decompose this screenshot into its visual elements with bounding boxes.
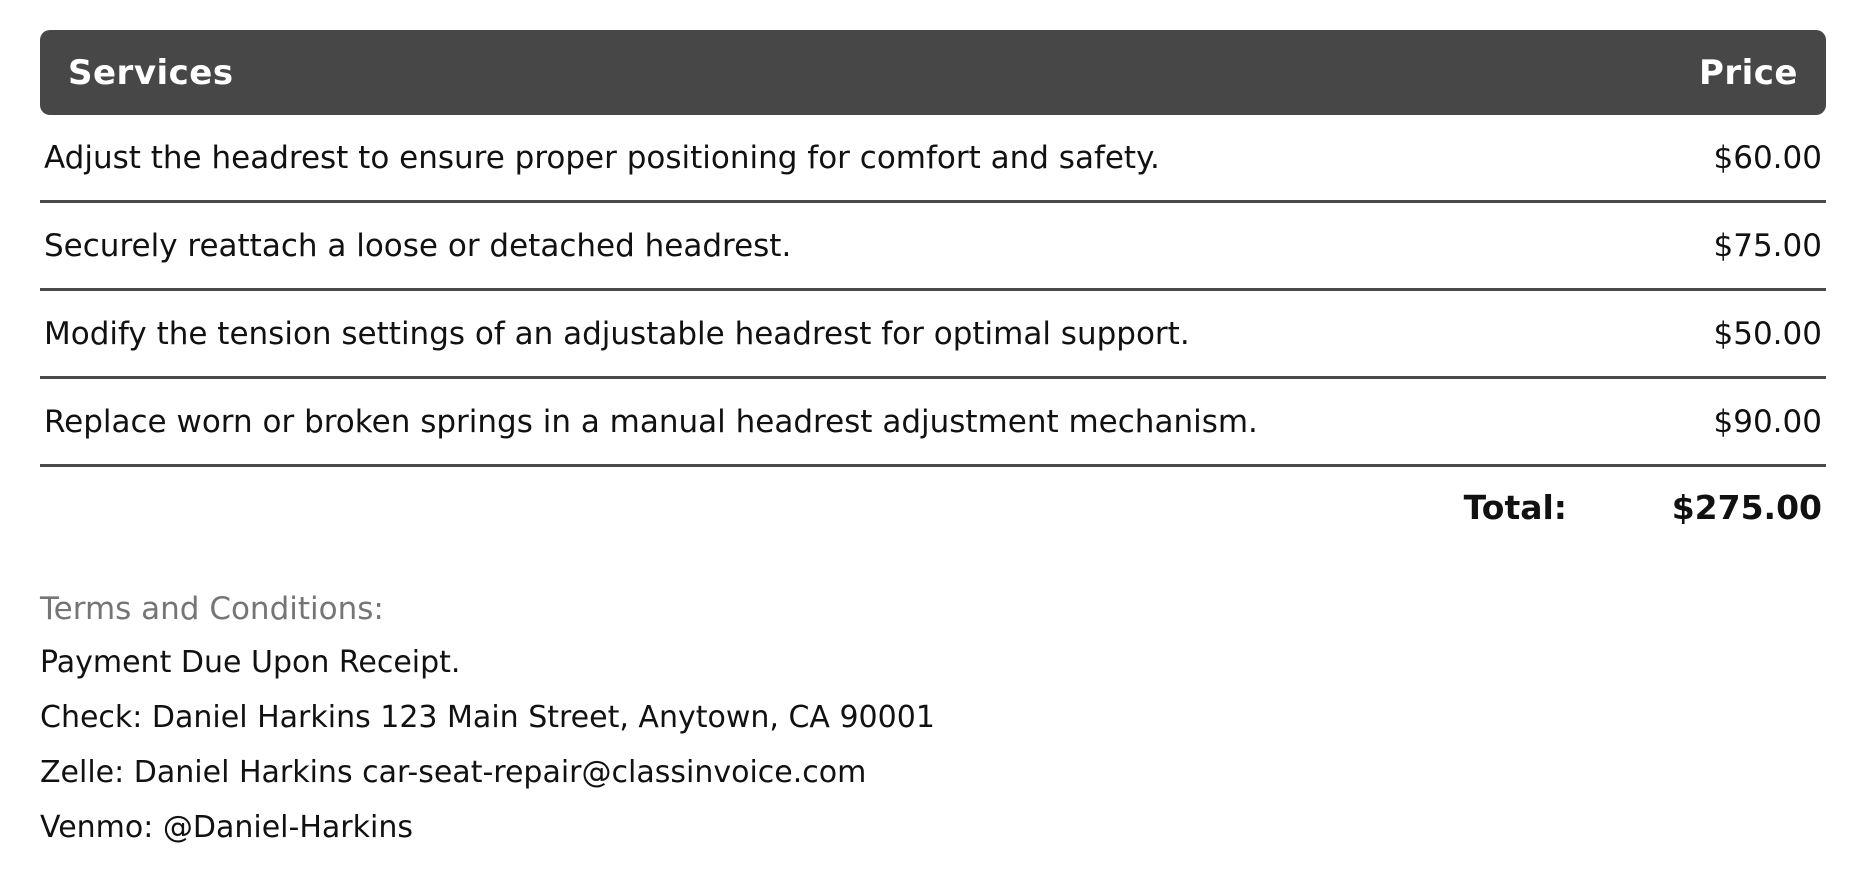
terms-line-venmo: Venmo: @Daniel-Harkins xyxy=(40,810,413,845)
service-description: Adjust the headrest to ensure proper positioning for comfort and safety. xyxy=(44,139,1160,176)
service-description: Modify the tension settings of an adjustable headrest for optimal support. xyxy=(44,315,1190,352)
terms-line-payment: Payment Due Upon Receipt. xyxy=(40,645,461,680)
terms-line-check: Check: Daniel Harkins 123 Main Street, Anytown, CA 90001 xyxy=(40,700,935,735)
service-description: Securely reattach a loose or detached headrest. xyxy=(44,227,792,264)
service-price: $50.00 xyxy=(1713,315,1822,352)
price-column-header: Price xyxy=(1698,52,1798,93)
total-row xyxy=(40,467,1826,547)
service-price: $90.00 xyxy=(1713,403,1822,440)
terms-and-conditions-section xyxy=(40,583,1826,855)
total-value: $275.00 xyxy=(1671,487,1822,527)
table-row xyxy=(40,115,1826,203)
terms-heading: Terms and Conditions: xyxy=(40,591,384,627)
service-description: Replace worn or broken springs in a manual headrest adjustment mechanism. xyxy=(44,403,1258,440)
total-label: Total: xyxy=(1463,487,1567,527)
service-price: $75.00 xyxy=(1713,227,1822,264)
table-row xyxy=(40,379,1826,467)
terms-line-zelle: Zelle: Daniel Harkins car-seat-repair@classinvoice.com xyxy=(40,755,867,790)
table-header xyxy=(40,30,1826,115)
service-price: $60.00 xyxy=(1713,139,1822,176)
table-row xyxy=(40,291,1826,379)
table-row xyxy=(40,203,1826,291)
services-column-header: Services xyxy=(68,52,234,93)
